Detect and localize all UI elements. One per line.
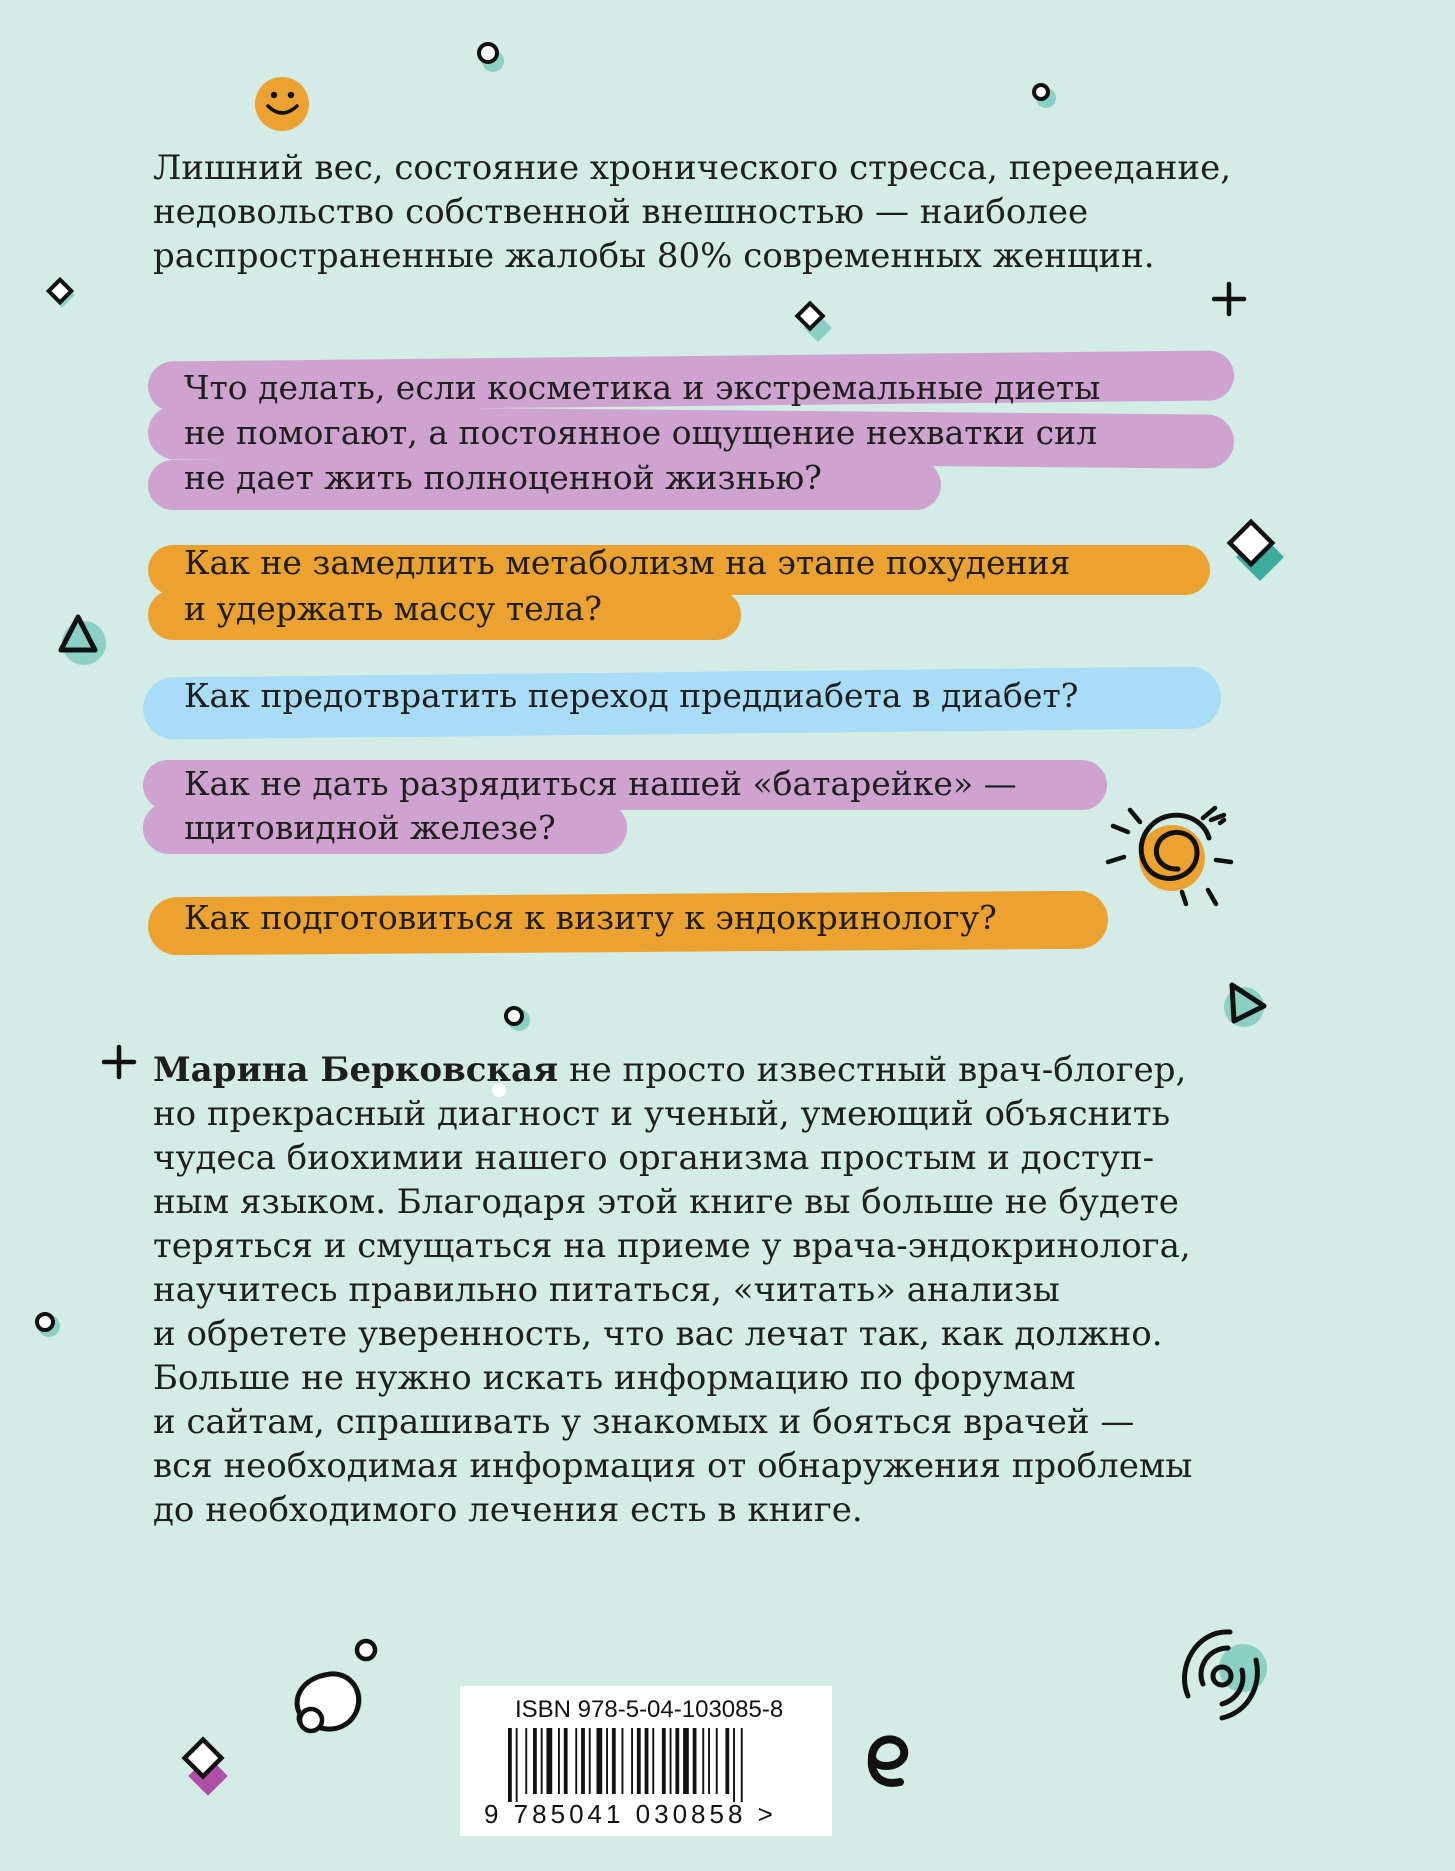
barcode-bar (652, 1728, 654, 1794)
barcode-bar (547, 1728, 553, 1794)
barcode-bar (670, 1728, 672, 1794)
publisher-logo-icon (860, 1720, 916, 1800)
bio-line: научитесь правильно питаться, «читать» анализы (153, 1270, 1060, 1310)
intro-line: недовольство собственной внешностью — наиболее (153, 192, 1089, 232)
barcode-bar (631, 1728, 633, 1794)
bio-line: ным языком. Благодаря этой книге вы больше не будете (153, 1182, 1179, 1222)
isbn-label: ISBN 978-5-04-103085-8 (515, 1696, 784, 1723)
question-line: Как не замедлить метаболизм на этапе похудения (184, 543, 1071, 582)
barcode-bar (645, 1728, 649, 1794)
barcode-bar (725, 1728, 729, 1794)
barcode-bar (702, 1728, 704, 1794)
barcode-bar (564, 1728, 568, 1794)
bio-line (153, 1048, 1313, 1092)
barcode-bar (606, 1728, 608, 1794)
author-paragraph (153, 1048, 1313, 1532)
question-line: щитовидной железе? (184, 808, 556, 847)
barcode-bar (541, 1728, 543, 1794)
barcode-bar (662, 1728, 666, 1794)
barcode-bar (516, 1728, 518, 1802)
bio-line: теряться и смущаться на приеме у врача-эндокринолога, (153, 1226, 1191, 1266)
author-name: Марина Берковская (153, 1050, 559, 1090)
question-line: Как не дать разрядиться нашей «батарейке» — (184, 764, 1017, 803)
barcode-bar (708, 1728, 710, 1794)
question-line: Что делать, если косметика и экстремальные диеты (184, 368, 1101, 407)
bio-line: и сайтам, спрашивать у знакомых и бояться врачей — (153, 1402, 1135, 1442)
barcode-bar (741, 1728, 743, 1802)
bio-line: чудеса биохимии нашего организма простым и доступ- (153, 1138, 1155, 1178)
question-line: Как предотвратить переход преддиабета в диабет? (184, 676, 1079, 715)
bio-line: и обретете уверенность, что вас лечат так, как должно. (153, 1314, 1163, 1354)
intro-line: Лишний вес, состояние хронического стресса, переедание, (153, 148, 1232, 188)
bio-line: Больше не нужно искать информацию по форумам (153, 1358, 1076, 1398)
barcode-bar (693, 1728, 697, 1794)
question-line: не дает жить полноценной жизнью? (184, 458, 822, 497)
bio-line: вся необходимая информация от обнаружения проблемы (153, 1446, 1193, 1486)
barcode-bar (533, 1728, 537, 1794)
bio-line: до необходимого лечения есть в книге. (153, 1490, 863, 1530)
barcode-bar (597, 1728, 603, 1794)
barcode-bar (683, 1728, 689, 1794)
barcode-bar (575, 1728, 577, 1794)
bio-first-line-rest: не просто известный врач-блогер, (558, 1050, 1187, 1090)
ean-number: 9 785041 030858 > (484, 1799, 777, 1829)
barcode-bar (675, 1728, 679, 1794)
barcode-bar (508, 1728, 512, 1802)
barcode-bar (581, 1728, 585, 1794)
intro-line: распространенные жалобы 80% современных женщин. (153, 236, 1155, 276)
barcode-bar (637, 1728, 641, 1794)
barcode-bar (589, 1728, 591, 1794)
isbn-barcode (460, 1686, 832, 1836)
barcode-bar (525, 1728, 527, 1794)
barcode-bar (716, 1728, 718, 1794)
barcode-bar (612, 1728, 616, 1794)
barcode-bar (622, 1728, 624, 1794)
question-line: не помогают, а постоянное ощущение нехватки сил (184, 413, 1098, 452)
question-line: Как подготовиться к визиту к эндокринологу? (184, 898, 997, 937)
question-line: и удержать массу тела? (184, 589, 602, 628)
bio-line: но прекрасный диагност и ученый, умеющий объяснить (153, 1094, 1171, 1134)
barcode-bar (733, 1728, 735, 1802)
barcode-bar (558, 1728, 560, 1794)
